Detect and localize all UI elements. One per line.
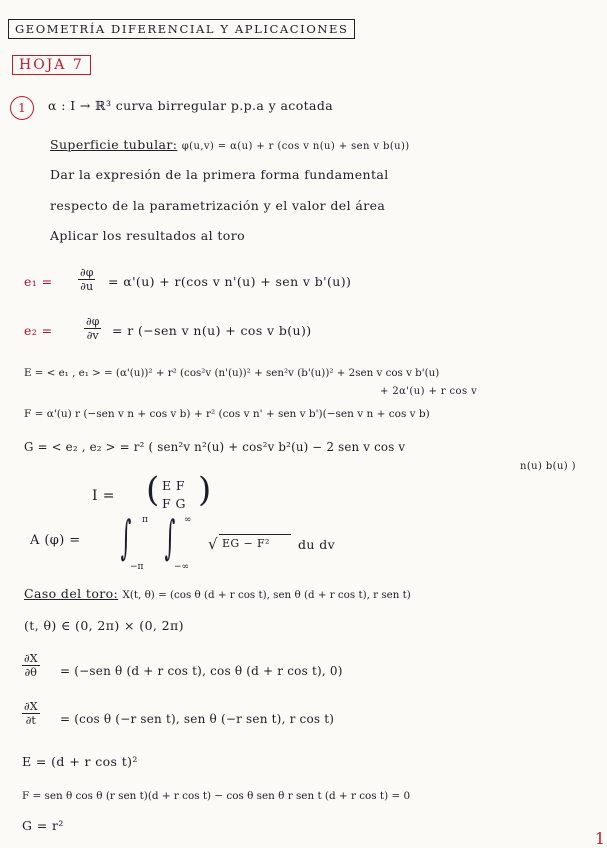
surface-line xyxy=(50,137,410,152)
E-line-continuation: + 2α'(u) + r cos v xyxy=(380,386,478,397)
torus-G: G = r² xyxy=(22,818,64,833)
statement-line-1: α : I → ℝ³ curva birregular p.p.a y acotada xyxy=(48,98,334,113)
torus-F: F = sen θ cos θ (r sen t)(d + r cos t) − cos θ sen θ r sen t (d + r cos t) = 0 xyxy=(22,790,411,802)
x-theta-denominator: ∂θ xyxy=(24,666,37,679)
integral-sign-2: ∫ xyxy=(164,510,176,564)
e1-numerator: ∂φ xyxy=(80,266,94,279)
matrix-row-2: F G xyxy=(162,496,186,511)
statement-line-5: Aplicar los resultados al toro xyxy=(50,228,246,243)
e1-lhs: e₁ = xyxy=(24,274,53,289)
E-line: E = < e₁ , e₁ > = (α'(u))² + r² (cos²v (n'(u))² + sen²v (b'(u))² + 2sen v cos v b'(u) xyxy=(24,367,440,379)
statement-line-3: Dar la expresión de la primera forma fundamental xyxy=(50,167,389,182)
x-t-denominator: ∂t xyxy=(25,714,36,727)
surface-label: Superficie tubular: xyxy=(50,137,178,152)
x-theta-rhs: = (−sen θ (d + r cos t), cos θ (d + r cos t), 0) xyxy=(60,664,343,678)
sqrt-symbol: √ xyxy=(208,535,218,553)
e1-rhs: = α'(u) + r(cos v n'(u) + sen v b'(u)) xyxy=(108,274,352,289)
torus-parametrization: X(t, θ) = (cos θ (d + r cos t), sen θ (d + r cos t), r sen t) xyxy=(122,589,411,601)
e2-lhs: e₂ = xyxy=(24,323,53,338)
sqrt-bar xyxy=(219,534,291,535)
e2-numerator: ∂φ xyxy=(86,315,100,328)
torus-line xyxy=(24,586,411,601)
G-line-continuation: n(u) b(u) ) xyxy=(520,461,576,472)
x-theta-fraction xyxy=(22,652,40,679)
torus-domain: (t, θ) ∈ (0, 2π) × (0, 2π) xyxy=(24,618,184,633)
area-differential: du dv xyxy=(298,537,336,552)
page-number: 1 xyxy=(594,829,605,848)
matrix-left-paren: ( xyxy=(146,470,160,510)
integral-sign-1: ∫ xyxy=(120,510,132,564)
I-lhs: I = xyxy=(92,488,115,504)
integral-1-lower: −π xyxy=(130,562,144,572)
e2-rhs: = r (−sen v n(u) + cos v b(u)) xyxy=(112,323,312,338)
integral-2-upper: ∞ xyxy=(184,515,192,525)
matrix-right-paren: ) xyxy=(198,470,212,510)
x-t-numerator: ∂X xyxy=(24,700,38,713)
e1-denominator: ∂u xyxy=(80,280,94,293)
surface-equation: φ(u,v) = α(u) + r (cos v n(u) + sen v b(u)) xyxy=(181,141,410,152)
x-theta-numerator: ∂X xyxy=(24,652,38,665)
statement-line-4: respecto de la parametrización y el valor del área xyxy=(50,198,386,213)
torus-E: E = (d + r cos t)² xyxy=(22,754,138,769)
course-title: GEOMETRÍA DIFERENCIAL Y APLICACIONES xyxy=(8,19,355,39)
integral-2-lower: −∞ xyxy=(174,562,190,572)
F-line: F = α'(u) r (−sen v n + cos v b) + r² (cos v n' + sen v b')(−sen v n + cos v b) xyxy=(24,408,430,420)
e1-fraction xyxy=(78,266,95,293)
G-line: G = < e₂ , e₂ > = r² ( sen²v n²(u) + cos²v b²(u) − 2 sen v cos v xyxy=(24,440,406,454)
exercise-number: 1 xyxy=(10,96,34,120)
e2-fraction xyxy=(84,315,101,342)
area-integrand: EG − F² xyxy=(222,537,270,550)
sheet-label: HOJA 7 xyxy=(12,55,91,75)
integral-1-upper: π xyxy=(142,515,148,525)
x-t-rhs: = (cos θ (−r sen t), sen θ (−r sen t), r cos t) xyxy=(60,712,335,726)
area-lhs: A (φ) = xyxy=(30,533,81,548)
torus-label: Caso del toro: xyxy=(24,586,119,601)
x-t-fraction xyxy=(22,700,40,727)
e2-denominator: ∂v xyxy=(86,329,99,342)
matrix-row-1: E F xyxy=(162,478,185,493)
